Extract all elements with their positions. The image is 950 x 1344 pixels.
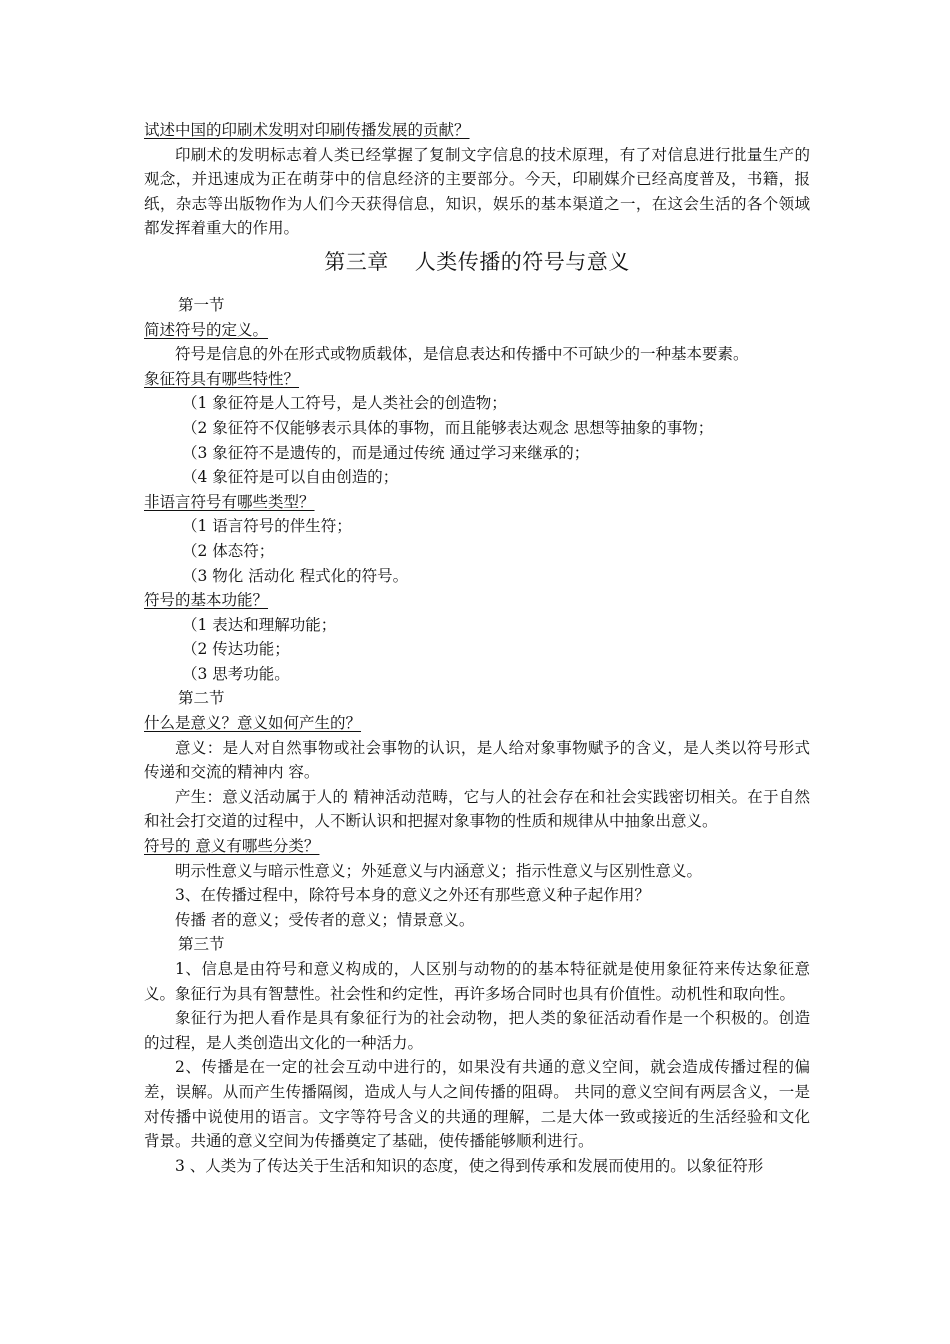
answer-other-meanings: 传播 者的意义；受传者的意义；情景意义。 [175, 910, 475, 929]
chapter-number: 第三章 [324, 249, 389, 274]
answer-meaning-origin: 产生：意义活动属于人的 精神活动范畴，它与人的社会存在和社会实践密切相关。在于自然和社会打交道的过程中，人不断认识和把握对象事物的性质和规律从中抽象出意义。 [144, 787, 810, 831]
list-item: （4 象征符是可以自由创造的； [182, 468, 399, 487]
section-heading-3: 第三节 [178, 935, 225, 954]
list-item: （3 思考功能。 [182, 664, 290, 683]
question-nonverbal-types: 非语言符号有哪些类型？ [144, 492, 315, 511]
question-other-meanings: 3、在传播过程中，除符号本身的意义之外还有那些意义种子起作用？ [175, 886, 650, 905]
list-item: （1 语言符号的伴生符； [182, 517, 352, 536]
list-item: （3 物化 活动化 程式化的符号。 [182, 566, 409, 585]
list-item: （2 象征符不仅能够表示具体的事物，而且能够表达观念 思想等抽象的事物； [182, 418, 714, 437]
paragraph: 2、传播是在一定的社会互动中进行的，如果没有共通的意义空间，就会造成传播过程的偏差，误解。从而产生传播隔阂，造成人与人之间传播的阻碍。 共同的意义空间有两层含义，一是对传播中说使用的语言。文字等符号含义的共通的理解，二是大体一致或接近的生活经验和文化背景。共通的意义空间为传播奠定了基础，使传播能够顺利进行。 [144, 1058, 810, 1151]
question-symbol-functions: 符号的基本功能？ [144, 591, 269, 610]
chapter-title: 人类传播的符号与意义 [414, 249, 630, 274]
list-item: （3 象征符不是遗传的，而是通过传统 通过学习来继承的； [182, 443, 590, 462]
question-symbol-traits: 象征符具有哪些特性？ [144, 369, 300, 388]
list-item: （2 传达功能； [182, 640, 290, 659]
answer-symbol-definition: 符号是信息的外在形式或物质载体，是信息表达和传播中不可缺少的一种基本要素。 [175, 345, 749, 364]
paragraph: 3 、人类为了传达关于生活和知识的态度，使之得到传承和发展而使用的。以象征符形 [175, 1156, 764, 1175]
answer-printing: 印刷术的发明标志着人类已经掌握了复制文字信息的技术原理，有了对信息进行批量生产的观念，并迅速成为正在萌芽中的信息经济的主要部分。今天，印刷媒介已经高度普及，书籍，报纸，杂志等出版物作为人们今天获得信息，知识，娱乐的基本渠道之一，在这会生活的各个领域都发挥着重大的作用。 [144, 145, 810, 238]
answer-meaning-definition: 意义：是人对自然事物或社会事物的认识，是人给对象事物赋予的含义，是人类以符号形式传递和交流的精神内 容。 [144, 738, 810, 782]
document-page [144, 118, 810, 1178]
paragraph: 象征行为把人看作是具有象征行为的社会动物，把人类的象征活动看作是一个积极的。创造的过程，是人类创造出文化的一种活力。 [144, 1009, 810, 1052]
paragraph: 1、信息是由符号和意义构成的，人区别与动物的的基本特征就是使用象征符来传达象征意义。象征行为具有智慧性。社会性和约定性，再许多场合同时也具有价值性。动机性和取向性。 [144, 960, 810, 1003]
question-printing: 试述中国的印刷术发明对印刷传播发展的贡献？ [144, 121, 470, 139]
question-meaning: 什么是意义？意义如何产生的？ [144, 714, 362, 733]
list-item: （1 象征符是人工符号，是人类社会的创造物； [182, 394, 507, 413]
question-meaning-categories: 符号的 意义有哪些分类？ [144, 837, 320, 856]
chapter-heading [144, 247, 810, 277]
list-item: （2 体态符； [182, 541, 275, 560]
question-symbol-definition: 简述符号的定义。 [144, 320, 269, 339]
section-heading-2: 第二节 [178, 689, 225, 708]
list-item: （1 表达和理解功能； [182, 615, 337, 634]
section-heading-1: 第一节 [178, 295, 225, 314]
answer-meaning-categories: 明示性意义与暗示性意义；外延意义与内涵意义；指示性意义与区别性意义。 [175, 861, 703, 880]
